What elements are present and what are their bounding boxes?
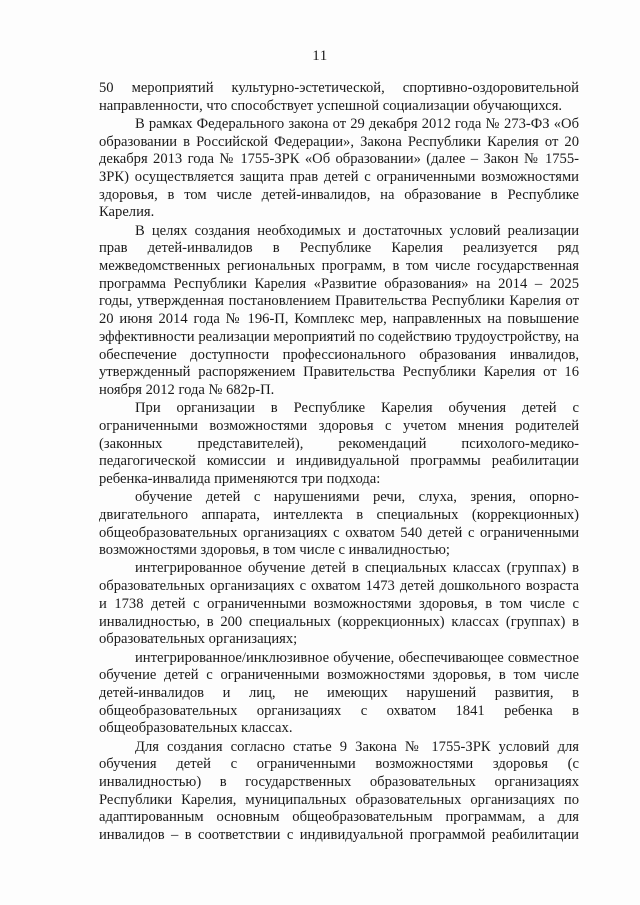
page-number: 11 (312, 48, 328, 64)
list-item: интегрированное обучение детей в специальных классах (группах) в образовательных организациях с охватом 1473 детей дошкольного возраста и 1738 детей с ограниченными возможностями здоровья, в том числе с инвалидностью, в 200 специальных (коррекционных) классах (группах) в образовательных организациях; (99, 560, 579, 648)
list-item: обучение детей с нарушениями речи, слуха, зрения, опорно-двигательного аппарата, интеллекта в специальных (коррекционных) общеобразовательных организациях с охватом 540 детей с ограниченными возможностями здоровья, в том числе с инвалидностью; (99, 489, 579, 559)
paragraph: В рамках Федерального закона от 29 декабря 2012 года № 273-ФЗ «Об образовании в Российской Федерации», Закона Республики Карелия от 20 декабря 2013 года № 1755-ЗРК «Об образовании» (далее – Закон № 1755-ЗРК) осуществляется защита прав детей с ограниченными возможностями здоровья, в том числе детей-инвалидов, на образование в Республике Карелия. (99, 115, 579, 221)
paragraph: 50 мероприятий культурно-эстетической, спортивно-оздоровительной направленности, что способствует успешной социализации обучающихся. (99, 80, 579, 114)
paragraph: При организации в Республике Карелия обучения детей с ограниченными возможностями здоровья с учетом мнения родителей (законных представителей), рекомендаций психолого-медико-педагогической комиссии и индивидуальной программы реабилитации ребенка-инвалида применяются три подхода: (99, 400, 579, 487)
paragraph: Для создания согласно статье 9 Закона № 1755-ЗРК условий для обучения детей с ограниченными возможностями здоровья (с инвалидностью) в государственных образовательных организациях Республики Карелия, муниципальных образовательных организациях по адаптированным основным общеобразовательным программам, а для инвалидов – в соответствии с индивидуальной программой реабилитации (99, 738, 579, 844)
list-item: интегрированное/инклюзивное обучение, обеспечивающее совместное обучение детей с ограниченными возможностями здоровья, в том числе детей-инвалидов и лиц, не имеющих нарушений развития, в общеобразовательных организациях с охватом 1841 ребенка в общеобразовательных классах. (99, 649, 579, 737)
document-body (99, 80, 579, 845)
paragraph: В целях создания необходимых и достаточных условий реализации прав детей-инвалидов в Республике Карелия реализуется ряд межведомственных региональных программ, в том числе государственная программа Республики Карелия «Развитие образования» на 2014 – 2025 годы, утвержденная постановлением Правительства Республики Карелия от 20 июня 2014 года № 196-П, Комплекс мер, направленных на повышение эффективности реализации мероприятий по содействию трудоустройству, на обеспечение доступности профессионального образования инвалидов, утвержденный распоряжением Правительства Республики Карелия от 16 ноября 2012 года № 682р-П. (99, 222, 579, 398)
